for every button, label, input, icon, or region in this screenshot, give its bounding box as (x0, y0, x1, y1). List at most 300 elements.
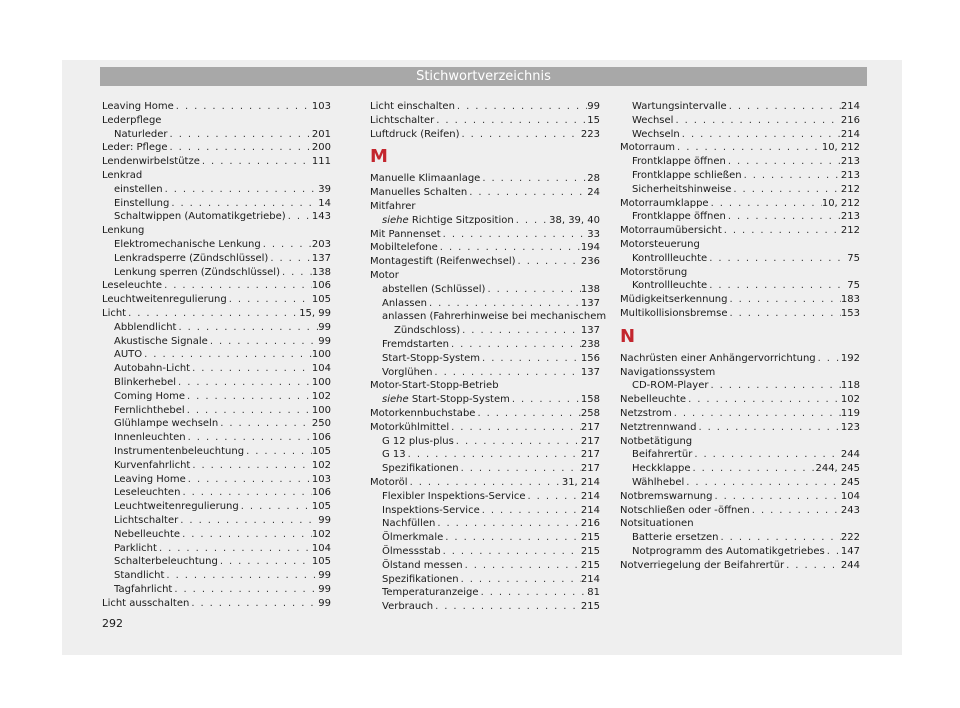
dot-leader (432, 366, 580, 380)
index-entry (370, 393, 600, 407)
dot-leader (200, 155, 312, 169)
page-reference[interactable]: 244 (840, 449, 860, 461)
page-reference[interactable]: 15, 99 (299, 307, 331, 319)
dot-leader (460, 128, 581, 142)
page-reference[interactable]: 75 (847, 252, 860, 264)
page-header (100, 67, 867, 86)
index-term: Anlassen (382, 297, 427, 309)
page-reference[interactable]: 215 (580, 601, 600, 613)
index-term: Flexibler Inspektions-Service (382, 490, 526, 502)
index-entry (620, 279, 860, 293)
index-term: Motor (370, 269, 399, 281)
index-entry (620, 393, 860, 407)
page-reference[interactable]: 216 (840, 114, 860, 126)
page-reference[interactable]: 214 (580, 490, 600, 502)
index-term: Batterie ersetzen (632, 532, 719, 544)
index-entry (102, 390, 331, 404)
page-reference[interactable]: 99 (318, 335, 331, 347)
page-reference[interactable]: 31, 214 (561, 476, 600, 488)
page-reference[interactable]: 183 (840, 294, 860, 306)
index-entry (620, 224, 860, 238)
dot-leader (180, 486, 311, 500)
dot-leader (454, 435, 581, 449)
index-entry (102, 376, 331, 390)
dot-leader (479, 586, 588, 600)
index-term: Vorglühen (382, 366, 433, 378)
page-reference[interactable]: 106 (311, 432, 331, 444)
index-term: Frontklappe öffnen (632, 211, 726, 223)
index-entry (370, 490, 600, 504)
dot-leader (261, 238, 312, 252)
page-reference[interactable]: 213 (840, 211, 860, 223)
see-reference: siehe (382, 214, 409, 226)
index-term: Kurvenfahrlicht (114, 459, 191, 471)
page-reference[interactable]: 81 (587, 587, 600, 599)
index-term: Leuchtweitenregulierung (114, 501, 239, 513)
index-term: Manuelle Klimaanlage (370, 173, 481, 185)
index-term: Verbrauch (382, 601, 434, 613)
index-term: Montagestift (Reifenwechsel) (370, 256, 516, 268)
index-entry (102, 266, 331, 280)
index-entry (620, 155, 860, 169)
index-term (382, 214, 514, 228)
index-term: Luftdruck (Reifen) (370, 128, 460, 140)
dot-leader (218, 417, 312, 431)
dot-leader (164, 569, 318, 583)
index-entry (370, 586, 600, 600)
index-entry (620, 293, 860, 307)
index-entry (370, 114, 600, 128)
index-entry (620, 517, 860, 531)
page-reference[interactable]: 213 (840, 156, 860, 168)
index-term: Lichtschalter (114, 514, 179, 526)
dot-leader (449, 338, 581, 352)
page-reference[interactable]: 200 (311, 142, 331, 154)
index-term: Notsituationen (620, 518, 694, 530)
index-term: Lenkung (102, 225, 145, 237)
dot-leader (286, 210, 312, 224)
index-entry (620, 435, 860, 449)
index-entry (370, 573, 600, 587)
dot-leader (709, 197, 822, 211)
index-entry (370, 352, 600, 366)
page-reference[interactable]: 192 (840, 352, 860, 364)
page-reference[interactable]: 15 (587, 114, 600, 126)
page-reference[interactable]: 14 (318, 197, 331, 209)
index-term: Spezifikationen (382, 573, 459, 585)
dot-leader (480, 352, 581, 366)
dot-leader (441, 545, 581, 559)
index-term: Motorkennbuchstabe (370, 407, 476, 419)
index-term: Naturleder (114, 128, 168, 140)
index-term: Motorraumübersicht (620, 225, 722, 237)
page-reference[interactable]: 158 (580, 394, 600, 406)
page-reference[interactable]: 137 (580, 297, 600, 309)
index-entry (370, 297, 600, 311)
index-term: Ölmessstab (382, 545, 441, 557)
index-column-3 (620, 100, 860, 573)
page-reference[interactable]: 105 (311, 556, 331, 568)
index-entry (102, 569, 331, 583)
dot-leader (176, 321, 318, 335)
index-entry (370, 504, 600, 518)
dot-leader (227, 293, 312, 307)
page-reference[interactable]: 10, 212 (821, 197, 860, 209)
page-reference[interactable]: 215 (580, 545, 600, 557)
index-term: Start-Stopp-System (382, 352, 481, 364)
index-entry (102, 555, 331, 569)
dot-leader (163, 183, 319, 197)
page-reference[interactable]: 10, 212 (821, 142, 860, 154)
index-entry (370, 100, 600, 114)
dot-leader (185, 404, 312, 418)
page-reference[interactable]: 217 (580, 421, 600, 433)
dot-leader (684, 476, 841, 490)
index-entry (370, 338, 600, 352)
page-reference[interactable]: 104 (311, 542, 331, 554)
page-reference[interactable]: 111 (311, 156, 331, 168)
index-entry (620, 352, 860, 366)
index-entry (102, 293, 331, 307)
dot-leader (438, 241, 581, 255)
index-term: Lendenwirbelstütze (102, 156, 200, 168)
index-term: Frontklappe schließen (632, 169, 742, 181)
page-reference[interactable]: 99 (318, 583, 331, 595)
index-letter-heading: N (620, 325, 636, 347)
dot-leader (172, 583, 318, 597)
index-term: Autobahn-Licht (114, 363, 191, 375)
index-entry (102, 141, 331, 155)
index-term: Ölmerkmale (382, 532, 444, 544)
page-reference[interactable]: 99 (318, 597, 331, 609)
index-entry (102, 335, 331, 349)
index-term: Beifahrertür (632, 449, 693, 461)
index-entry (370, 559, 600, 573)
index-term: Heckklappe (632, 463, 691, 475)
index-term: Lenkung sperren (Zündschlüssel) (114, 266, 280, 278)
page-reference[interactable]: 147 (840, 545, 860, 557)
index-term-text: Start-Stopp-System (411, 394, 510, 406)
dot-leader (186, 431, 312, 445)
index-entry (102, 459, 331, 473)
page-reference[interactable]: 213 (840, 169, 860, 181)
index-term: Licht (102, 307, 127, 319)
page-reference[interactable]: 106 (311, 280, 331, 292)
page-reference[interactable]: 216 (580, 518, 600, 530)
index-term: Nachfüllen (382, 518, 436, 530)
dot-leader (460, 324, 581, 338)
dot-leader (190, 362, 312, 376)
index-entry (620, 531, 860, 545)
index-term: AUTO (114, 349, 143, 361)
index-entry (102, 486, 331, 500)
index-term: Schaltwippen (Automatikgetriebe) (114, 211, 286, 223)
page-reference[interactable]: 250 (311, 418, 331, 430)
dot-leader (726, 210, 841, 224)
dot-leader (126, 307, 299, 321)
index-term: Lenkradsperre (Zündschlüssel) (114, 252, 269, 264)
page-reference[interactable]: 238 (580, 338, 600, 350)
page-reference[interactable]: 102 (311, 459, 331, 471)
index-entry (370, 476, 600, 490)
page-reference[interactable]: 102 (311, 390, 331, 402)
index-entry (102, 114, 331, 128)
index-term: Leaving Home (114, 473, 186, 485)
page-reference[interactable]: 194 (580, 242, 600, 254)
page-reference[interactable]: 100 (311, 404, 331, 416)
index-entry (102, 445, 331, 459)
index-term: Motorraum (620, 142, 676, 154)
page-reference[interactable]: 203 (311, 238, 331, 250)
index-term: Wählhebel (632, 476, 685, 488)
page-reference[interactable]: 39 (318, 183, 331, 195)
page-reference[interactable]: 143 (311, 211, 331, 223)
index-term: abstellen (Schlüssel) (382, 283, 486, 295)
index-term: Manuelles Schalten (370, 187, 468, 199)
index-entry (620, 210, 860, 224)
index-term: Motorsteuerung (620, 238, 700, 250)
dot-leader (673, 114, 840, 128)
index-column-1 (102, 100, 331, 610)
index-entry (370, 407, 600, 421)
index-term: Notverriegelung der Beifahrertür (620, 559, 785, 571)
page-reference[interactable]: 104 (311, 363, 331, 375)
index-term: Netztrennwand (620, 421, 697, 433)
page-reference[interactable]: 123 (840, 421, 860, 433)
index-term: Motorstörung (620, 266, 688, 278)
page-reference[interactable]: 105 (311, 445, 331, 457)
dot-leader (475, 407, 580, 421)
page-reference[interactable]: 106 (311, 487, 331, 499)
index-term: Notbetätigung (620, 435, 693, 447)
page-reference[interactable]: 212 (840, 225, 860, 237)
page-reference[interactable]: 33 (587, 228, 600, 240)
index-term: Notprogramm des Automatikgetriebes (632, 545, 825, 557)
index-entry (620, 266, 860, 280)
dot-leader (162, 279, 312, 293)
dot-leader (433, 600, 581, 614)
index-term: Schalterbeleuchtung (114, 556, 218, 568)
index-entry (102, 128, 331, 142)
index-term: Fernlichthebel (114, 404, 185, 416)
index-entry (370, 545, 600, 559)
index-term: Leaving Home (102, 101, 174, 112)
page-reference[interactable]: 223 (580, 128, 600, 140)
page-reference[interactable]: 215 (580, 532, 600, 544)
see-reference: siehe (382, 394, 409, 406)
index-entry (102, 528, 331, 542)
dot-leader (459, 462, 581, 476)
page-reference[interactable]: 102 (840, 394, 860, 406)
page-reference[interactable]: 217 (580, 435, 600, 447)
page-reference[interactable]: 137 (580, 325, 600, 337)
dot-leader (691, 462, 816, 476)
index-term: Sicherheitshinweise (632, 183, 732, 195)
index-term: Frontklappe öffnen (632, 156, 726, 168)
page-reference[interactable]: 137 (311, 252, 331, 264)
page-reference[interactable]: 217 (580, 449, 600, 461)
index-term: Lederpflege (102, 114, 162, 126)
index-term: Standlicht (114, 570, 165, 582)
page-reference[interactable]: 118 (840, 380, 860, 392)
page-reference[interactable]: 244, 245 (815, 463, 860, 475)
page-reference[interactable]: 222 (840, 532, 860, 544)
dot-leader (727, 100, 841, 114)
index-term: Temperaturanzeige (382, 587, 479, 599)
dot-leader (526, 490, 581, 504)
dot-leader (672, 407, 841, 421)
index-term: Parklicht (114, 542, 157, 554)
dot-leader (168, 128, 312, 142)
index-entry (370, 421, 600, 435)
index-term: Spezifikationen (382, 463, 459, 475)
page-reference[interactable]: 244 (840, 559, 860, 571)
index-entry (370, 186, 600, 200)
index-entry (620, 100, 860, 114)
page-reference[interactable]: 215 (580, 559, 600, 571)
page-reference[interactable]: 214 (840, 101, 860, 112)
dot-leader (514, 214, 549, 228)
index-term: Müdigkeitserkennung (620, 294, 728, 306)
index-entry (102, 514, 331, 528)
page-reference[interactable]: 119 (840, 407, 860, 419)
index-term: Notbremswarnung (620, 490, 713, 502)
dot-leader (178, 514, 318, 528)
index-entry (620, 128, 860, 142)
index-term: Instrumentenbeleuchtung (114, 445, 245, 457)
index-entry (102, 404, 331, 418)
dot-leader (719, 531, 841, 545)
page-reference[interactable]: 156 (580, 352, 600, 364)
dot-leader (692, 448, 841, 462)
index-entry (620, 197, 860, 211)
dot-leader (731, 183, 841, 197)
page-reference[interactable]: 214 (580, 573, 600, 585)
page-reference[interactable]: 138 (580, 283, 600, 295)
index-entry (370, 128, 600, 142)
page-reference[interactable]: 214 (840, 128, 860, 140)
index-entry (620, 448, 860, 462)
page-reference[interactable]: 212 (840, 183, 860, 195)
index-term: G 13 (382, 449, 406, 461)
index-term: Ölstand messen (382, 559, 463, 571)
page-reference[interactable]: 105 (311, 294, 331, 306)
dot-leader (190, 459, 312, 473)
index-entry (102, 431, 331, 445)
page-reference[interactable]: 153 (840, 307, 860, 319)
page-reference[interactable]: 138 (311, 266, 331, 278)
page-reference[interactable]: 104 (840, 490, 860, 502)
page-title: Stichwortverzeichnis (416, 69, 551, 84)
page-reference[interactable]: 105 (311, 501, 331, 513)
page-reference[interactable]: 258 (580, 407, 600, 419)
dot-leader (406, 448, 581, 462)
page-reference[interactable]: 38, 39, 40 (549, 214, 600, 226)
page-reference[interactable]: 137 (580, 366, 600, 378)
index-entry (620, 504, 860, 518)
page-reference[interactable]: 99 (318, 514, 331, 526)
index-term: Motorraumklappe (620, 197, 709, 209)
dot-leader (686, 393, 841, 407)
index-entry (620, 476, 860, 490)
page-reference[interactable]: 102 (311, 528, 331, 540)
index-entry (370, 435, 600, 449)
index-term: Navigationssystem (620, 366, 716, 378)
index-term: Nachrüsten einer Anhängervorrichtung (620, 352, 816, 364)
index-term: anlassen (Fahrerhinweise bei mechanischem (382, 311, 607, 323)
index-entry (370, 241, 600, 255)
index-entry (620, 169, 860, 183)
index-term: Leder: Pflege (102, 142, 168, 154)
index-letter-heading: M (370, 146, 388, 168)
dot-leader (459, 573, 581, 587)
index-term: Kontrollleuchte (632, 280, 708, 292)
page-reference[interactable]: 103 (311, 101, 331, 112)
dot-leader (825, 545, 841, 559)
page-reference[interactable]: 243 (840, 504, 860, 516)
index-term: Motor-Start-Stopp-Betrieb (370, 380, 499, 392)
page-reference[interactable]: 99 (318, 570, 331, 582)
index-entry (370, 283, 600, 297)
index-entry (620, 238, 860, 252)
index-term-text: Richtige Sitzposition (411, 214, 514, 226)
dot-leader (169, 197, 318, 211)
index-entry (102, 362, 331, 376)
index-term: Einstellung (114, 197, 170, 209)
dot-leader (728, 293, 841, 307)
dot-leader (784, 559, 841, 573)
page-reference[interactable]: 236 (580, 256, 600, 268)
page-reference[interactable]: 214 (580, 504, 600, 516)
dot-leader (168, 141, 312, 155)
index-term: Innenleuchten (114, 432, 186, 444)
dot-leader (435, 517, 581, 531)
dot-leader (727, 307, 840, 321)
dot-leader (185, 390, 312, 404)
page-reference[interactable]: 201 (311, 128, 331, 140)
index-entry (102, 210, 331, 224)
index-term: Akustische Signale (114, 335, 208, 347)
dot-leader (675, 141, 822, 155)
index-term: Elektromechanische Lenkung (114, 238, 261, 250)
index-entry (370, 255, 600, 269)
dot-leader (427, 297, 581, 311)
index-entry (102, 597, 331, 611)
dot-leader (722, 224, 841, 238)
page-reference[interactable]: 103 (311, 473, 331, 485)
page-reference[interactable]: 99 (587, 101, 600, 112)
index-term: Blinkerhebel (114, 376, 177, 388)
index-entry (102, 197, 331, 211)
dot-leader (157, 542, 312, 556)
dot-leader (186, 473, 312, 487)
page-reference[interactable]: 217 (580, 463, 600, 475)
dot-leader (516, 255, 581, 269)
page-reference[interactable]: 28 (587, 173, 600, 185)
page-reference[interactable]: 24 (587, 187, 600, 199)
dot-leader (510, 393, 581, 407)
page-reference[interactable]: 99 (318, 321, 331, 333)
index-entry (102, 155, 331, 169)
page-reference[interactable]: 75 (847, 280, 860, 292)
dot-leader (280, 266, 312, 280)
index-entry (620, 545, 860, 559)
page-reference[interactable]: 100 (311, 376, 331, 388)
page-reference[interactable]: 245 (840, 476, 860, 488)
page-reference[interactable]: 100 (311, 349, 331, 361)
index-term: Netzstrom (620, 407, 672, 419)
index-term: Leseleuchten (114, 487, 181, 499)
